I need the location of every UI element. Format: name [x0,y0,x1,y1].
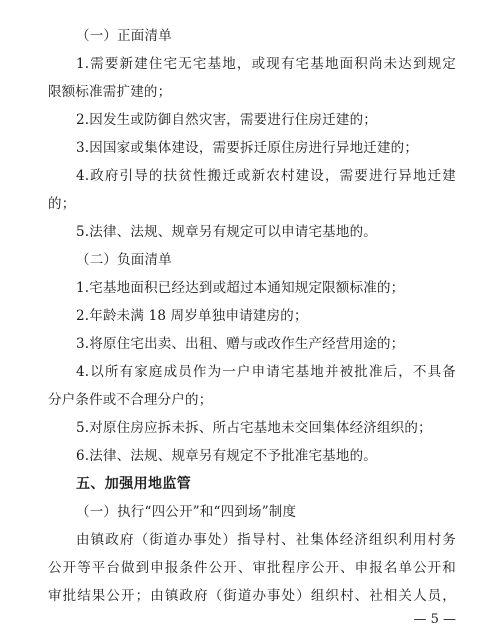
paragraph-line: 由镇政府（街道办事处）指导村、社集体经济组织利用村务 [76,532,456,548]
section-heading-negative-list: （二）负面清单 [76,252,172,268]
paragraph-line: 公开等平台做到申报条件公开、审批程序公开、申报名单公开和 [48,560,456,576]
page-number: — 5 — [413,612,456,627]
paragraph-line: 分户条件或不合理分户的； [48,392,213,408]
paragraph-line: 2.因发生或防御自然灾害，需要进行住房迁建的； [76,112,377,128]
chapter-heading: 五、加强用地监管 [76,476,192,492]
paragraph-line: 5.对原住房应拆未拆、所占宅基地未交回集体经济组织的； [76,420,432,436]
paragraph-line: 1.宅基地面积已经达到或超过本通知规定限额标准的； [76,280,405,296]
paragraph-line: 4.以所有家庭成员作为一户申请宅基地并被批准后，不具备 [76,364,456,380]
paragraph-line: 5.法律、法规、规章另有规定可以申请宅基地的。 [76,224,377,240]
paragraph-line: 的； [48,196,76,212]
subsection-heading: （一）执行“四公开”和“四到场”制度 [76,504,297,520]
paragraph-line: 1.需要新建住宅无宅基地，或现有宅基地面积尚未达到规定 [76,56,456,72]
paragraph-line: 4.政府引导的扶贫性搬迁或新农村建设，需要进行异地迁建 [76,168,456,184]
paragraph-line: 限额标准需扩建的； [48,84,172,100]
paragraph-line: 6.法律、法规、规章另有规定不予批准宅基地的。 [76,448,377,464]
paragraph-line: 2.年龄未满 18 周岁单独申请建房的； [76,308,308,324]
paragraph-line: 3.将原住宅出卖、出租、赠与或改作生产经营用途的； [76,336,405,352]
section-heading-positive-list: （一）正面清单 [76,28,172,44]
paragraph-line: 审批结果公开；由镇政府（街道办事处）组织村、社相关人员， [48,588,456,604]
paragraph-line: 3.因国家或集体建设，需要拆迁原住房进行异地迁建的； [76,140,419,156]
